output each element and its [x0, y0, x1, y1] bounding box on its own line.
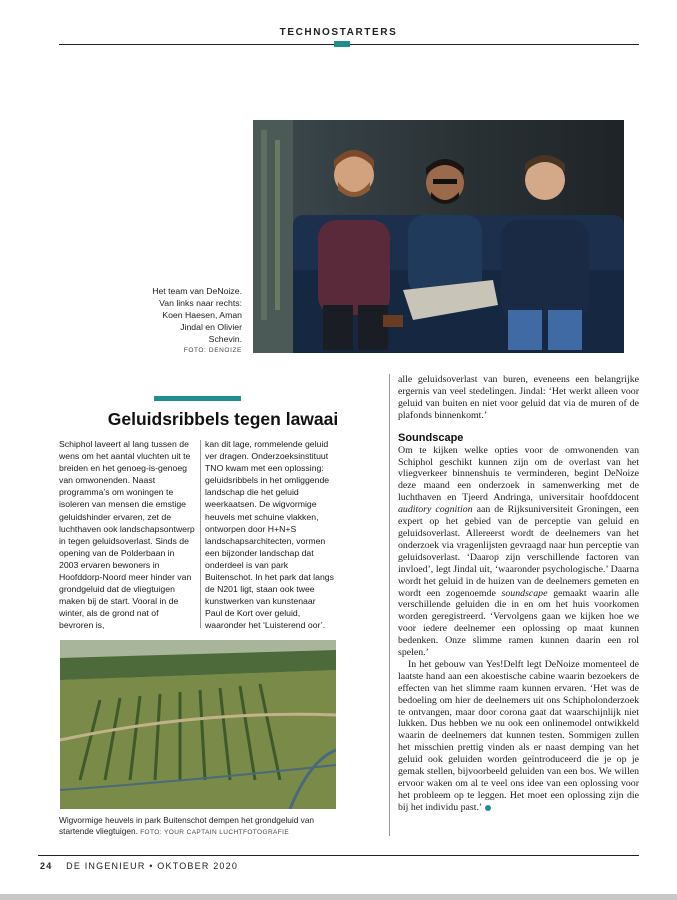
team-photo-credit: FOTO: DENOIZE	[183, 347, 242, 354]
aerial-photo-caption-text: Wigvormige heuvels in park Buitenschot dempen het grondgeluid van startende vliegtuigen.	[59, 815, 315, 836]
article-headline: Geluidsribbels tegen lawaai	[107, 409, 339, 429]
term-soundscape: soundscape	[501, 587, 548, 599]
team-photo-caption	[150, 285, 242, 357]
article-column-2-text: kan dit lage, rommelende geluid ver dragen. Onderzoeksinstituut TNO kwam met een oplossing: geluidsribbels in het omliggende landschap die het geluid weerkaatsen. De wigvormige heuvels met schuine vlakken, ontworpen door H+N+S landschapsarchitecten, vormen een bijzonder landschap dat onderdeel is van park Buitenschot. In het park dat langs de N201 ligt, staan ook twee kunstwerken van kunstenaar Paul de Kort over geluid, waaronder het ‘Luisterend oor’.	[205, 439, 334, 631]
team-photo	[253, 120, 624, 353]
footer-rule	[38, 855, 639, 856]
paragraph-1-part-a: Om te kijken welke opties voor de omwonenden van Schiphol geschikt kunnen zijn om de overlast van het vliegverkeer binnenshuis te verminderen, begint DeNoize deze maand een onderzoek in samenwerking met de luchthaven en Tjeerd Andringa, universitair hoofddocent	[398, 444, 639, 504]
article-column-2	[205, 438, 335, 632]
main-text-column	[398, 374, 639, 814]
paragraph-1-part-b: aan de Rijksuniversiteit Groningen, een expert op het gebied van de perceptie van geluid en geluidsoverlast. Allereerst wordt de deelnemers van het onderzoek via vragenlijsten gevraagd naar hun perceptie van geluidsoverlast. ‘Daarop zijn verschillende factoren van invloed’, legt Jindal uit, ‘waaronder psychologische.’ Daarna wordt het geluid in de huizen van de deelnemers gemeten en wordt een zogenoemde	[398, 504, 639, 599]
aerial-photo	[60, 640, 336, 809]
aerial-photo-caption	[59, 815, 339, 838]
aerial-photo-credit: FOTO: YOUR CAPTAIN LUCHTFOTOGRAFIE	[140, 829, 290, 836]
publication-info: DE INGENIEUR • OKTOBER 2020	[66, 861, 239, 871]
headline-accent-bar	[154, 396, 241, 401]
article-column-1	[59, 438, 195, 632]
term-auditory-cognition: auditory cognition	[398, 504, 473, 516]
page-footer	[40, 861, 238, 871]
article-column-1-text: Schiphol laveert al lang tussen de wens om het aantal vluchten uit te breiden en het genoeg-is-genoeg van omwonenden. Naast programma’s om woningen te isoleren van mensen die emstige geluidshinder ervaren, zet de luchthaven ook landschapsontwerp in tegen geluidsoverlast. Sinds de opening van de Polderbaan in 2003 ervaren bewoners in Hoofddorp-Noord meer hinder van grondgeluid dat de vliegtuigen maken bij de start. Vooral in de winter, als de grond nat of bevroren is,	[59, 439, 195, 631]
main-text-intro: alle geluidsoverlast van buren, eveneens een belangrijke ergernis van veel stedelingen. Jindal: ‘Het werkt alleen voor geluid van buiten en niet voor geluid dat via de muren of de plafonds binnenkomt.’	[398, 374, 639, 421]
end-of-article-dot	[485, 805, 491, 811]
column-divider	[200, 440, 201, 628]
section-header: TECHNOSTARTERS	[279, 27, 398, 38]
main-text-paragraph-1	[398, 445, 639, 659]
header-accent-marker	[334, 41, 350, 47]
paragraph-1-part-c: gemaakt waarin alle verschillende geluiden die in en om het huis voorkomen worden geregistreerd. ‘Vervolgens gaan we kijken hoe we voor iedere deelnemer een oplossing op maat kunnen bedenken. Onze slimme ramen kunnen daarin een rol spelen.’	[398, 587, 639, 659]
page-bottom-band	[0, 894, 677, 900]
paragraph-2-text: In het gebouw van Yes!Delft legt DeNoize momenteel de laatste hand aan een akoestische cabine waarin bezoekers de effecten van het slimme raam kunnen ervaren. ‘Het was de bedoeling om hier de deelnemers uit ons Schipholonderzoek te ontvangen, maar door corona gaat dat waarschijnlijk niet lukken. Dus hebben we nu ook een onlinemodel ontwikkeld waarin de deelnemers dat kunnen testen. Sommigen zullen het misschien prettig vinden als er naast demping van het geluid ook geluiden worden geïntroduceerd die je op je gemak stellen, bijvoorbeeld geluiden van een bos. We willen ervoor waken om al te veel ons idee van een oplossing voor het probleem op te leggen. Het moet een oplossing zijn die bij het individu past.’	[398, 658, 639, 813]
subheading-soundscape: Soundscape	[398, 431, 464, 444]
team-photo-caption-text: Het team van DeNoize. Van links naar rechts: Koen Haesen, Aman Jindal en Olivier Schevin.	[152, 286, 242, 344]
page-number: 24	[40, 861, 53, 871]
main-text-paragraph-2	[398, 659, 639, 814]
right-column-divider	[389, 374, 390, 836]
